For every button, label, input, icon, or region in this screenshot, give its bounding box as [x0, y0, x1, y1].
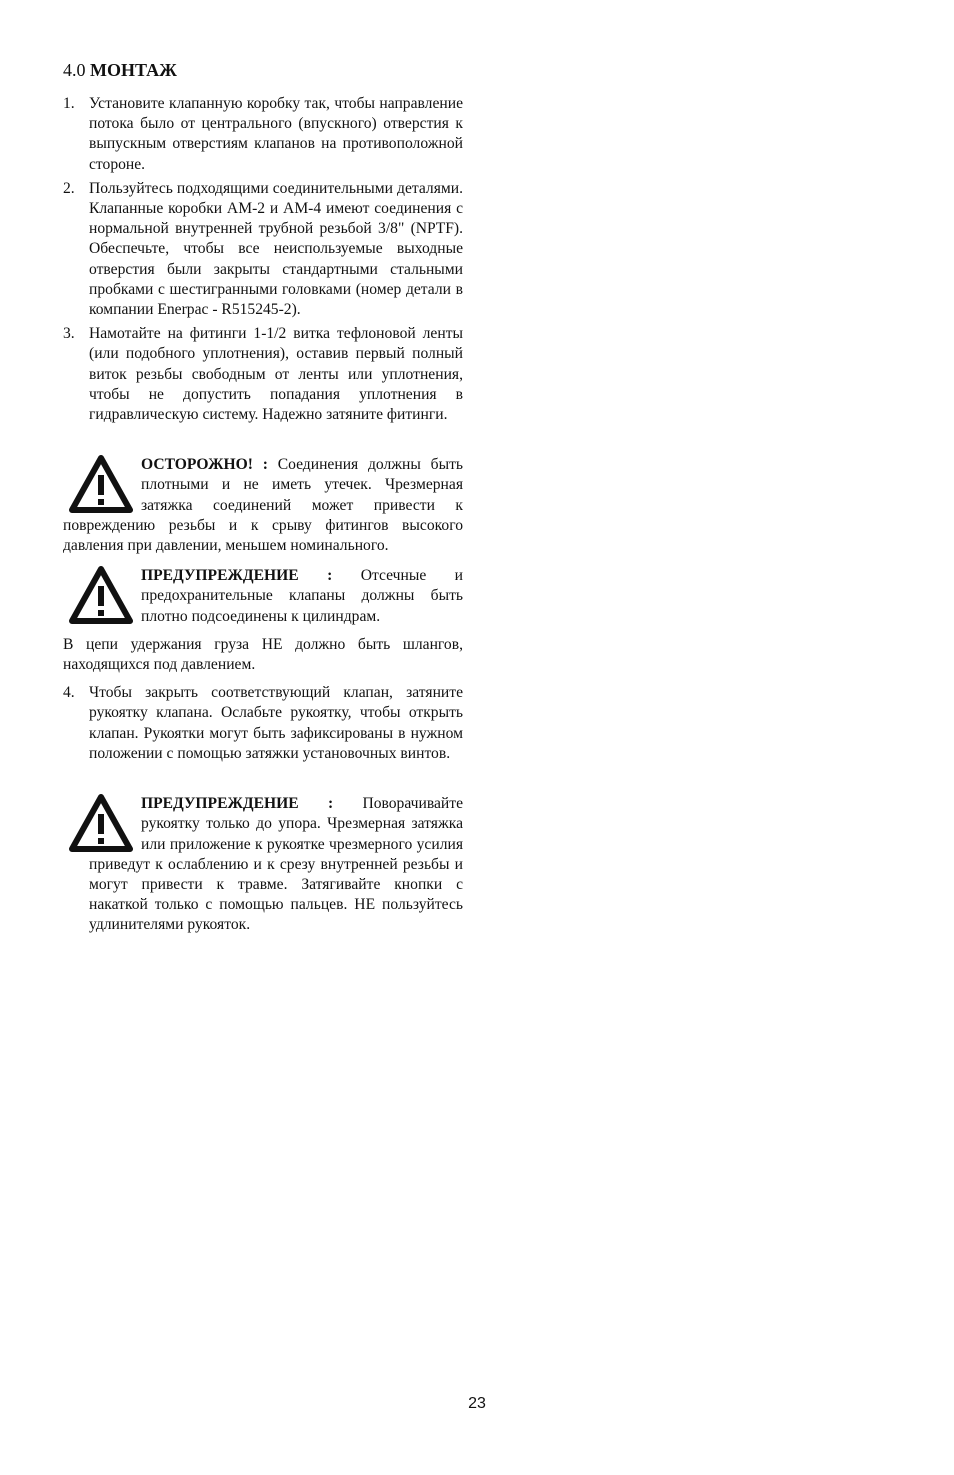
caution-notice	[63, 455, 463, 556]
manual-column	[63, 58, 463, 936]
warning-triangle-icon	[69, 794, 133, 854]
caution-label: ОСТОРОЖНО! :	[141, 456, 268, 474]
list-item-text: Чтобы закрыть соответствующий клапан, затяните рукоятку клапана. Ослабьте рукоятку, чтобы открыть клапан. Рукоятки могут быть зафиксированы в нужном положении с помощью затяжки установочных винтов.	[89, 684, 463, 762]
warning-text: Поворачивайте рукоятку только до упора. Чрезмерная затяжка или приложение к рукоятке чрезмерного усилия приведут к ослаблению и к срезу внутренней резьбы и могут привести к травме. Затягивайте кнопки с накаткой только с помощью пальцев. НЕ пользуйтесь удлинителями рукояток.	[89, 795, 463, 934]
list-item	[63, 94, 463, 175]
warning-label: ПРЕДУПРЕЖДЕНИЕ :	[141, 795, 334, 813]
list-item-number: 3.	[63, 325, 75, 343]
warning-triangle-icon	[69, 455, 133, 515]
page-number: 23	[468, 1395, 486, 1412]
list-item	[63, 324, 463, 425]
section-heading	[63, 58, 463, 82]
list-item-number: 4.	[63, 684, 75, 702]
warning-notice	[63, 794, 463, 935]
caution-text: Соединения должны быть плотными и не иметь утечек. Чрезмерная затяжка соединений может привести к повреждению резьбы и к срыву фитингов высокого давления при давлении, меньшем номинального.	[63, 456, 463, 555]
section-title: МОНТАЖ	[90, 60, 177, 80]
warning-notice	[63, 566, 463, 627]
section-number: 4.0	[63, 60, 86, 80]
list-item-text: Намотайте на фитинги 1-1/2 витка тефлоновой ленты (или подобного уплотнения), оставив первый полный виток резьбы свободным от ленты или уплотнения, чтобы не допустить попадания уплотнения в гидравлическую систему. Надежно затяните фитинги.	[89, 325, 463, 424]
warning-text: Отсечные и предохранительные клапаны должны быть плотно подсоединены к цилиндрам.	[141, 567, 463, 625]
list-item-text: Установите клапанную коробку так, чтобы направление потока было от центрального (впускного) отверстия к выпускным отверстиям клапанов на противоположной стороне.	[89, 95, 463, 173]
list-item-number: 2.	[63, 179, 75, 197]
warning-triangle-icon	[69, 566, 133, 626]
list-item-number: 1.	[63, 95, 75, 112]
list-item	[63, 179, 463, 320]
list-item-text: Пользуйтесь подходящими соединительными деталями. Клапанные коробки AM-2 и AM-4 имеют соединения с нормальной внутренней трубной резьбой 3/8" (NPTF). Обеспечьте, чтобы все неиспользуемые выходные отверстия были закрыты стандартными стальными пробками с шестигранными головками (номер детали в компании Enerpac - R515245-2).	[89, 179, 463, 319]
list-item	[63, 683, 463, 764]
warning-label: ПРЕДУПРЕЖДЕНИЕ :	[141, 567, 333, 585]
load-holding-note: В цепи удержания груза НЕ должно быть шлангов, находящихся под давлением.	[63, 635, 463, 674]
